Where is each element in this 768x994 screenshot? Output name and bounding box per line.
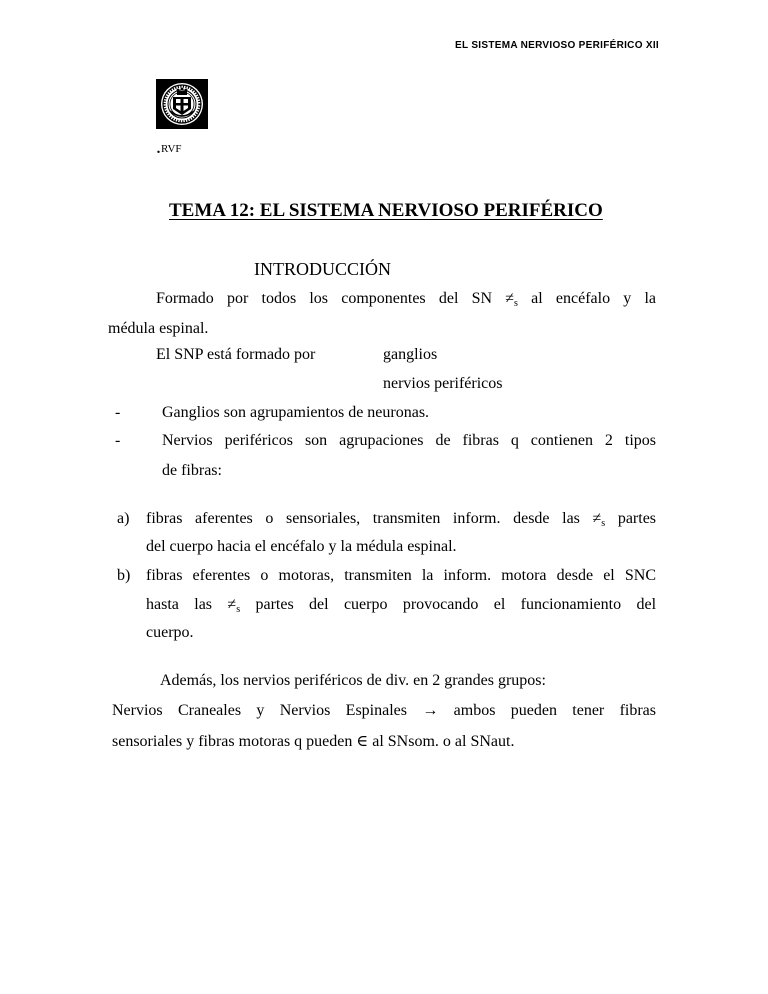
- list-item: [146, 510, 656, 529]
- symbol: ≠: [505, 290, 515, 307]
- snp-item: nervios periféricos: [383, 375, 503, 392]
- caption-dot: .: [156, 136, 161, 158]
- list-item-continuation: de fibras:: [162, 462, 222, 479]
- snp-label: El SNP está formado por: [156, 346, 316, 363]
- symbol: ≠: [227, 596, 237, 613]
- symbol: ≠: [592, 510, 602, 527]
- text-segment: partes del cuerpo provocando el funcionamiento del: [255, 596, 657, 613]
- list-item: fibras eferentes o motoras, transmiten la inform. motora desde el SNC: [146, 567, 656, 584]
- list-item: Ganglios son agrupamientos de neuronas.: [162, 404, 430, 421]
- not-equal-symbol: [227, 596, 240, 613]
- not-equal-symbol: [593, 510, 606, 527]
- snp-item: ganglios: [383, 346, 438, 363]
- text-segment: al encéfalo y la: [531, 290, 657, 307]
- list-marker: a): [117, 510, 130, 527]
- text-segment: hasta las: [146, 596, 213, 613]
- list-item-continuation: [146, 596, 656, 615]
- text-segment: fibras aferentes o sensoriales, transmiten inform. desde las: [146, 510, 580, 527]
- text-segment: Formado por todos los componentes del SN: [156, 290, 493, 307]
- paragraph-line: Además, los nervios periféricos de div. en 2 grandes grupos:: [160, 672, 546, 689]
- list-item-continuation: del cuerpo hacia el encéfalo y la médula espinal.: [146, 538, 457, 555]
- list-item: Nervios periféricos son agrupaciones de fibras q contienen 2 tipos: [162, 432, 656, 449]
- not-equal-symbol: [505, 290, 518, 307]
- paragraph-line: médula espinal.: [108, 320, 209, 337]
- paragraph-line: [156, 290, 656, 309]
- page-title: TEMA 12: EL SISTEMA NERVIOSO PERIFÉRICO: [169, 200, 603, 221]
- university-seal-logo: [156, 79, 208, 129]
- list-bullet: -: [115, 432, 121, 449]
- paragraph-line: Nervios Craneales y Nervios Espinales → ambos pueden tener fibras: [112, 702, 656, 719]
- subscript: s: [601, 518, 606, 529]
- paragraph-line: sensoriales y fibras motoras q pueden ∈ al SNsom. o al SNaut.: [112, 733, 515, 750]
- logo-caption: [156, 136, 182, 158]
- running-header: EL SISTEMA NERVIOSO PERIFÉRICO XII: [455, 40, 659, 51]
- logo-caption-text: RVF: [161, 143, 182, 155]
- subscript: s: [514, 298, 518, 309]
- list-item-continuation: cuerpo.: [146, 624, 194, 641]
- list-marker: b): [117, 567, 131, 584]
- subscript: s: [236, 604, 241, 615]
- text-segment: partes: [617, 510, 657, 527]
- list-bullet: -: [115, 404, 121, 421]
- section-heading: INTRODUCCIÓN: [254, 259, 391, 279]
